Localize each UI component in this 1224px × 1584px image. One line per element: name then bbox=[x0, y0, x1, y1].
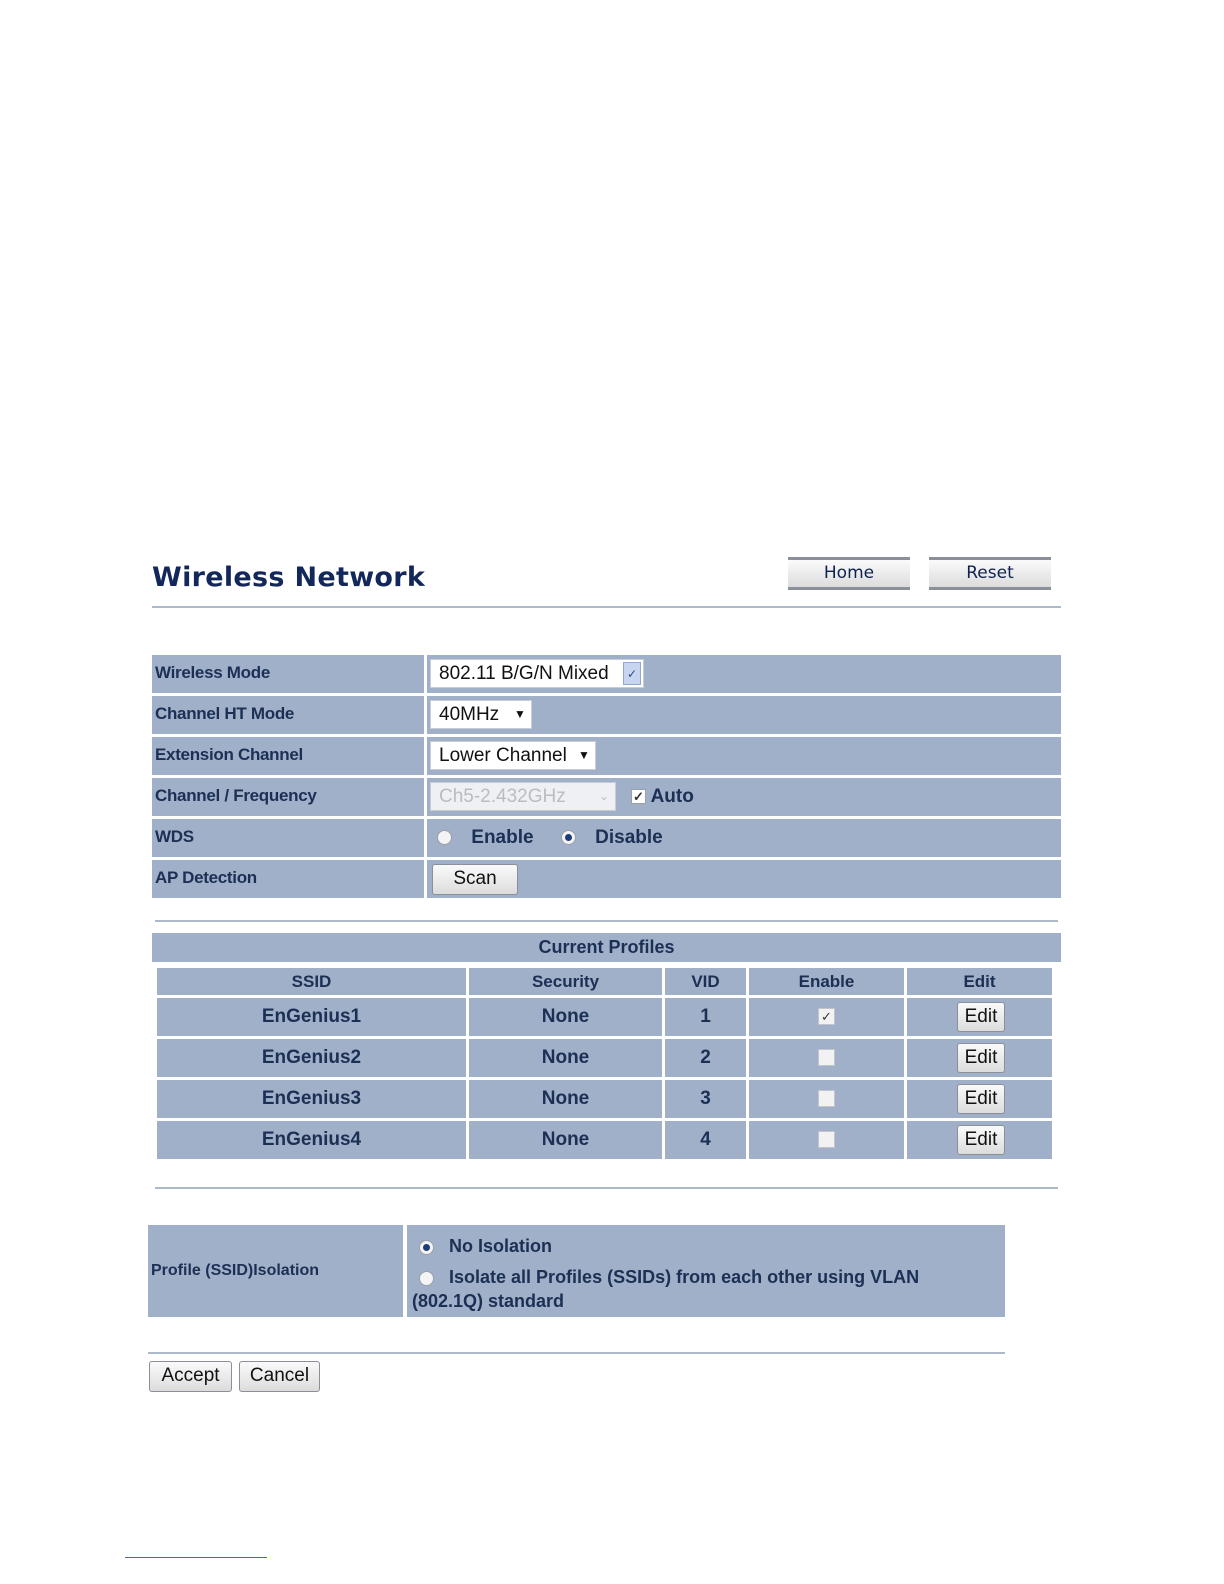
extension-channel-row bbox=[152, 737, 1061, 775]
enable-checkbox[interactable]: ✓ bbox=[818, 1008, 835, 1025]
ssid-cell: EnGenius1 bbox=[157, 998, 466, 1036]
wireless-mode-row bbox=[152, 655, 1061, 693]
accept-button[interactable]: Accept bbox=[149, 1361, 232, 1392]
profiles-table-header bbox=[157, 968, 1055, 995]
column-header-ssid: SSID bbox=[157, 968, 466, 995]
wireless-mode-value: 802.11 B/G/N Mixed bbox=[439, 663, 609, 684]
extension-channel-value: Lower Channel bbox=[439, 745, 567, 766]
edit-button[interactable]: Edit bbox=[957, 1002, 1005, 1032]
security-cell: None bbox=[469, 1080, 662, 1118]
enable-checkbox[interactable] bbox=[818, 1049, 835, 1066]
auto-checkbox[interactable]: ✓ bbox=[631, 789, 646, 804]
column-header-edit: Edit bbox=[907, 968, 1052, 995]
edit-button[interactable]: Edit bbox=[957, 1125, 1005, 1155]
current-profiles-header: Current Profiles bbox=[152, 933, 1061, 962]
reset-button[interactable]: Reset bbox=[929, 557, 1051, 590]
no-isolation-radio[interactable] bbox=[419, 1240, 434, 1255]
security-cell: None bbox=[469, 1121, 662, 1159]
ssid-cell: EnGenius4 bbox=[157, 1121, 466, 1159]
wds-disable-radio[interactable] bbox=[561, 830, 576, 845]
table-row bbox=[157, 998, 1055, 1036]
page-title: Wireless Network bbox=[152, 562, 426, 593]
channel-frequency-row bbox=[152, 778, 1061, 816]
no-isolation-label: No Isolation bbox=[449, 1236, 553, 1256]
wireless-mode-select[interactable] bbox=[430, 659, 644, 688]
vlan-isolation-label-cont: (802.1Q) standard bbox=[412, 1291, 565, 1311]
header-divider bbox=[152, 606, 1061, 608]
ssid-cell: EnGenius3 bbox=[157, 1080, 466, 1118]
channel-ht-mode-value: 40MHz bbox=[439, 704, 500, 725]
ap-detection-label: AP Detection bbox=[152, 860, 424, 898]
ap-detection-row bbox=[152, 860, 1061, 898]
isolation-label: Profile (SSID)Isolation bbox=[148, 1225, 403, 1317]
channel-ht-mode-select[interactable] bbox=[430, 700, 532, 729]
wds-row bbox=[152, 819, 1061, 857]
cancel-button[interactable]: Cancel bbox=[239, 1361, 320, 1392]
wireless-settings-table bbox=[152, 655, 1061, 901]
isolation-options bbox=[407, 1225, 1005, 1317]
scan-button[interactable]: Scan bbox=[432, 864, 518, 895]
vid-cell: 4 bbox=[665, 1121, 746, 1159]
column-header-security: Security bbox=[469, 968, 662, 995]
enable-checkbox[interactable] bbox=[818, 1090, 835, 1107]
footer-divider bbox=[148, 1352, 1005, 1354]
home-button[interactable]: Home bbox=[788, 557, 910, 590]
vlan-isolation-radio[interactable] bbox=[419, 1271, 434, 1286]
chevron-down-icon: ✓ bbox=[623, 662, 641, 685]
section-divider bbox=[155, 920, 1058, 922]
chevron-down-icon: ⌄ bbox=[598, 789, 610, 803]
wds-disable-label: Disable bbox=[595, 827, 663, 848]
auto-label: Auto bbox=[650, 786, 694, 807]
vid-cell: 3 bbox=[665, 1080, 746, 1118]
edit-button[interactable]: Edit bbox=[957, 1084, 1005, 1114]
channel-frequency-label: Channel / Frequency bbox=[152, 778, 424, 816]
table-row bbox=[157, 1121, 1055, 1159]
enable-checkbox[interactable] bbox=[818, 1131, 835, 1148]
wds-label: WDS bbox=[152, 819, 424, 857]
channel-ht-mode-row bbox=[152, 696, 1061, 734]
vid-cell: 2 bbox=[665, 1039, 746, 1077]
ssid-cell: EnGenius2 bbox=[157, 1039, 466, 1077]
wds-enable-radio[interactable] bbox=[437, 830, 452, 845]
channel-frequency-value: Ch5-2.432GHz bbox=[439, 786, 566, 807]
wds-enable-label: Enable bbox=[471, 827, 534, 848]
profiles-table bbox=[157, 968, 1055, 1162]
vid-cell: 1 bbox=[665, 998, 746, 1036]
caret-down-icon: ▼ bbox=[578, 748, 590, 762]
security-cell: None bbox=[469, 1039, 662, 1077]
table-row bbox=[157, 1080, 1055, 1118]
column-header-vid: VID bbox=[665, 968, 746, 995]
extension-channel-label: Extension Channel bbox=[152, 737, 424, 775]
channel-ht-mode-label: Channel HT Mode bbox=[152, 696, 424, 734]
section-divider bbox=[155, 1187, 1058, 1189]
channel-frequency-select bbox=[430, 782, 616, 811]
extension-channel-select[interactable] bbox=[430, 741, 596, 770]
column-header-enable: Enable bbox=[749, 968, 904, 995]
caret-down-icon: ▼ bbox=[514, 707, 526, 721]
wireless-mode-label: Wireless Mode bbox=[152, 655, 424, 693]
security-cell: None bbox=[469, 998, 662, 1036]
vlan-isolation-label: Isolate all Profiles (SSIDs) from each other using VLAN bbox=[449, 1267, 920, 1287]
footnote-rule bbox=[125, 1557, 267, 1558]
edit-button[interactable]: Edit bbox=[957, 1043, 1005, 1073]
table-row bbox=[157, 1039, 1055, 1077]
